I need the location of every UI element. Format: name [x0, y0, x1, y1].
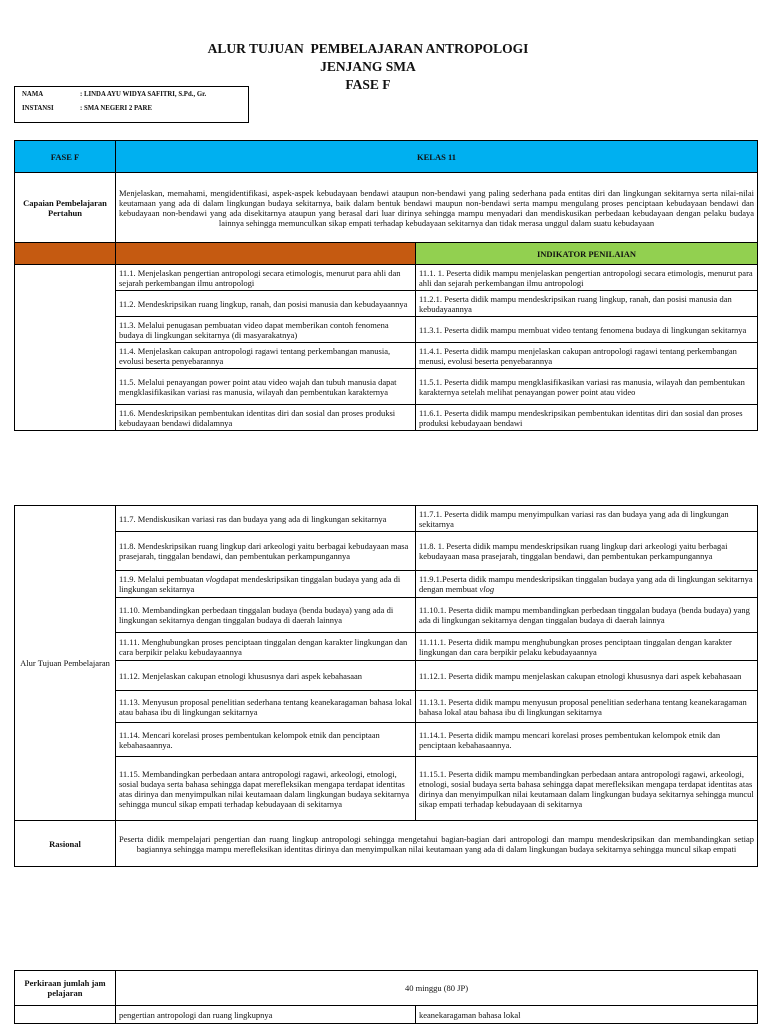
objective-row	[15, 661, 758, 691]
rasional-text: Peserta didik mempelajari pengertian dan ruang lingkup antropologi sehingga mengetahui bagian-bagian dari antropologi dan mampu mendeskripsikan dan membandingkan setiap bagiannya sehingga mampu merefleksikan identitas dirinya dan menyimpulkan nilai keutamaan yang ada di dalam lingkungan budaya sekitarnya sehingga muncul sikap empati	[116, 821, 758, 867]
alur-tujuan-label: Alur Tujuan Pembelajaran	[15, 506, 116, 821]
learning-objective-cell: 11.11. Menghubungkan proses penciptaan tinggalan dengan karakter lingkungan dan cara berpikir pelaku kebudayaannya	[116, 633, 416, 661]
material-left-cell: pengertian antropologi dan ruang lingkupnya	[116, 1006, 416, 1024]
learning-objective-cell: 11.1. Menjelaskan pengertian antropologi secara etimologis, menurut para ahli dan sejarah perkembangan ilmu antropologi	[116, 265, 416, 291]
identity-row-instansi	[22, 104, 244, 113]
learning-objective-cell: 11.12. Menjelaskan cakupan etnologi khususnya dari aspek kebahasaan	[116, 661, 416, 691]
nama-label: NAMA	[22, 91, 44, 98]
assessment-indicator-cell: 11.1. 1. Peserta didik mampu menjelaskan pengertian antropologi secara etimologis, menurut para ahli dan sejarah perkembangan ilmu antropologi	[416, 265, 758, 291]
rasional-label: Rasional	[15, 821, 116, 867]
identity-box	[14, 86, 249, 123]
capaian-label: Capaian Pembelajaran Pertahun	[15, 173, 116, 243]
indikator-header: INDIKATOR PENILAIAN	[416, 243, 758, 265]
learning-objective-cell: 11.3. Melalui penugasan pembuatan video dapat memberikan contoh fenomena budaya di lingkungan sekitarnya (di masyarakatnya)	[116, 317, 416, 343]
phase-header-cell: FASE F	[15, 141, 116, 173]
assessment-indicator-cell: 11.11.1. Peserta didik mampu menghubungkan proses penciptaan tinggalan dengan karakter lingkungan dan cara berpikir pelaku kebudayaannya	[416, 633, 758, 661]
assessment-indicator-cell: 11.14.1. Peserta didik mampu mencari korelasi proses pembentukan kelompok etnik dan penciptaan kebahasaannya.	[416, 723, 758, 757]
document-subtitle-phase: FASE F	[345, 77, 391, 92]
learning-objective-cell: 11.5. Melalui penayangan power point atau video wajah dan tubuh manusia dapat mengklasifikasikan variasi ras manusia, wilayah dan pembentukan karakternya	[116, 369, 416, 405]
objective-row	[15, 691, 758, 723]
lesson-hours-table	[14, 970, 758, 1024]
orange-header-cell-left	[15, 243, 116, 265]
learning-objectives-table-part-1	[14, 140, 758, 431]
learning-objective-cell: 11.14. Mencari korelasi proses pembentukan kelompok etnik dan penciptaan kebahasaannya.	[116, 723, 416, 757]
lesson-hours-label: Perkiraan jumlah jam pelajaran	[15, 971, 116, 1006]
learning-objective-cell: 11.10. Membandingkan perbedaan tinggalan budaya (benda budaya) yang ada di lingkungan sekitarnya dengan tinggalan budaya di daerah lainnya	[116, 598, 416, 633]
learning-objective-cell	[116, 571, 416, 598]
objective-row	[15, 317, 758, 343]
learning-objective-cell: 11.6. Mendeskripsikan pembentukan identitas diri dan sosial dan proses produksi kebudayaan bendawi didalamnya	[116, 405, 416, 431]
assessment-indicator-cell: 11.10.1. Peserta didik mampu membandingkan perbedaan tinggalan budaya (benda budaya) yang ada di lingkungan sekitarnya dengan tinggalan budaya di daerah lainnya	[416, 598, 758, 633]
identity-row-nama	[22, 90, 244, 99]
objective-row	[15, 265, 758, 291]
italic-term: vlog	[205, 574, 221, 584]
column-header-row	[15, 243, 758, 265]
assessment-indicator-cell: 11.13.1. Peserta didik mampu menyusun proposal penelitian sederhana tentang keanekaragaman bahasa lokal atau bahasa ibu di lingkungan sekitarnya	[416, 691, 758, 723]
learning-objective-cell: 11.15. Membandingkan perbedaan antara antropologi ragawi, arkeologi, etnologi, sosial budaya serta bahasa sehingga dapat merefleksikan mengapa terdapat identitas atas dirinya dan menyimpulkan nilai keutamaan dalam lingkungan budaya sekitarnya sehingga muncul sikap empati terhadap kebudayaan di sekitarnya	[116, 757, 416, 821]
objective-row	[15, 598, 758, 633]
objective-rows-part-2	[15, 506, 758, 821]
material-right-cell: keanekaragaman bahasa lokal	[416, 1006, 758, 1024]
assessment-indicator-cell	[416, 571, 758, 598]
assessment-indicator-cell: 11.12.1. Peserta didik mampu menjelaskan cakupan etnologi khususnya dari aspek kebahasaan	[416, 661, 758, 691]
objective-row	[15, 571, 758, 598]
orange-header-cell-objectives	[116, 243, 416, 265]
learning-objective-cell: 11.2. Mendeskripsikan ruang lingkup, ranah, dan posisi manusia dan kebudayaannya	[116, 291, 416, 317]
assessment-indicator-cell: 11.3.1. Peserta didik mampu membuat video tentang fenomena budaya di lingkungan sekitarnya	[416, 317, 758, 343]
assessment-indicator-cell: 11.7.1. Peserta didik mampu menyimpulkan variasi ras dan budaya yang ada di lingkungan sekitarnya	[416, 506, 758, 532]
assessment-indicator-cell: 11.4.1. Peserta didik mampu menjelaskan cakupan antropologi ragawi tentang perkembangan menusi, evolusi beserta penyebarannya	[416, 343, 758, 369]
objective-row	[15, 343, 758, 369]
objective-row	[15, 369, 758, 405]
learning-objectives-table-part-2	[14, 505, 758, 867]
text-segment: dapat mendeskripsikan tinggalan budaya yang ada di lingkungan sekitarnya	[119, 574, 401, 594]
instansi-label: INSTANSI	[22, 105, 54, 112]
phase-header-row	[15, 141, 758, 173]
alur-label-cell-continued	[15, 265, 116, 431]
instansi-value: : SMA NEGERI 2 PARE	[80, 105, 153, 112]
material-row	[15, 1006, 758, 1024]
nama-value: : LINDA AYU WIDYA SAFITRI, S.Pd., Gr.	[80, 91, 207, 98]
class-header-cell: KELAS 11	[116, 141, 758, 173]
objective-row	[15, 633, 758, 661]
italic-term: vlog	[479, 584, 495, 594]
capaian-text: Menjelaskan, memahami, mengidentifikasi, aspek-aspek kebudayaan bendawi ataupun non-bendawi yang paling sederhana pada entitas diri dan lingkungan sekitarnya serta nilai-nilai keutamaan yang ada di dalam lingkungan budaya sekitarnya, baik dalam bentuk bendawi maupun non-bendawi serta mampu mengulang proses penciptaan kebudayaan bendawi dan kebudayaan non-bendawi yang ada disekitarnya ataupun yang berasal dari luar dirinya sehingga mampu menyadari dan mendiskusikan perbedaan kebudayaan dengan pelaku budaya lainnya sehingga memunculkan sikap empati terhadap kebudayaan sekitarnya dan tidak merasa unggul dalam suatu kebudayaan	[116, 173, 758, 243]
document-title: ALUR TUJUAN PEMBELAJARAN ANTROPOLOGI	[207, 41, 529, 56]
objective-row	[15, 723, 758, 757]
text-segment: 11.9. Melalui pembuatan	[119, 574, 206, 584]
objective-row	[15, 291, 758, 317]
rasional-row	[15, 821, 758, 867]
assessment-indicator-cell: 11.15.1. Peserta didik mampu membandingkan perbedaan antara antropologi ragawi, arkeologi, etnologi, sosial budaya serta bahasa sehingga dapat merefleksikan mengapa terdapat identitas atas dirinya dan menyimpulkan nilai keutamaan dalam lingkungan budaya sekitarnya sehingga muncul sikap empati terhadap kebudayaan di sekitarnya	[416, 757, 758, 821]
text-segment: 11.9.1.Peserta didik mampu mendeskripsikan tinggalan budaya yang ada di lingkungan sekitarnya dengan membuat	[419, 574, 753, 594]
learning-objective-cell: 11.7. Mendiskusikan variasi ras dan budaya yang ada di lingkungan sekitarnya	[116, 506, 416, 532]
material-row-blank-cell	[15, 1006, 116, 1024]
objective-row	[15, 506, 758, 532]
document-subtitle-level: JENJANG SMA	[320, 59, 416, 74]
objective-row	[15, 757, 758, 821]
objective-row	[15, 405, 758, 431]
assessment-indicator-cell: 11.8. 1. Peserta didik mampu mendeskripsikan ruang lingkup dari arkeologi yaitu berbagai kebudayaan masa prasejarah, tinggalan bendawi, dan pembentukan perkampungannya	[416, 532, 758, 571]
learning-objective-cell: 11.13. Menyusun proposal penelitian sederhana tentang keanekaragaman bahasa lokal atau bahasa ibu di lingkungan sekitarnya	[116, 691, 416, 723]
lesson-hours-row	[15, 971, 758, 1006]
objective-rows-part-1	[15, 265, 758, 431]
learning-objective-cell: 11.4. Menjelaskan cakupan antropologi ragawi tentang perkembangan manusia, evolusi beserta penyebarannya	[116, 343, 416, 369]
assessment-indicator-cell: 11.2.1. Peserta didik mampu mendeskripsikan ruang lingkup, ranah, dan posisi manusia dan kebudayaannya	[416, 291, 758, 317]
capaian-row	[15, 173, 758, 243]
lesson-hours-value: 40 minggu (80 JP)	[116, 971, 758, 1006]
objective-row	[15, 532, 758, 571]
assessment-indicator-cell: 11.5.1. Peserta didik mampu mengklasifikasikan variasi ras manusia, wilayah dan pembentukan karakternya setelah melihat penayangan power point atau video	[416, 369, 758, 405]
learning-objective-cell: 11.8. Mendeskripsikan ruang lingkup dari arkeologi yaitu berbagai kebudayaan masa prasejarah, tinggalan bendawi, dan pembentukan perkampungannya	[116, 532, 416, 571]
assessment-indicator-cell: 11.6.1. Peserta didik mampu mendeskripsikan pembentukan identitas diri dan sosial dan proses produksi kebudayaan bendawi	[416, 405, 758, 431]
